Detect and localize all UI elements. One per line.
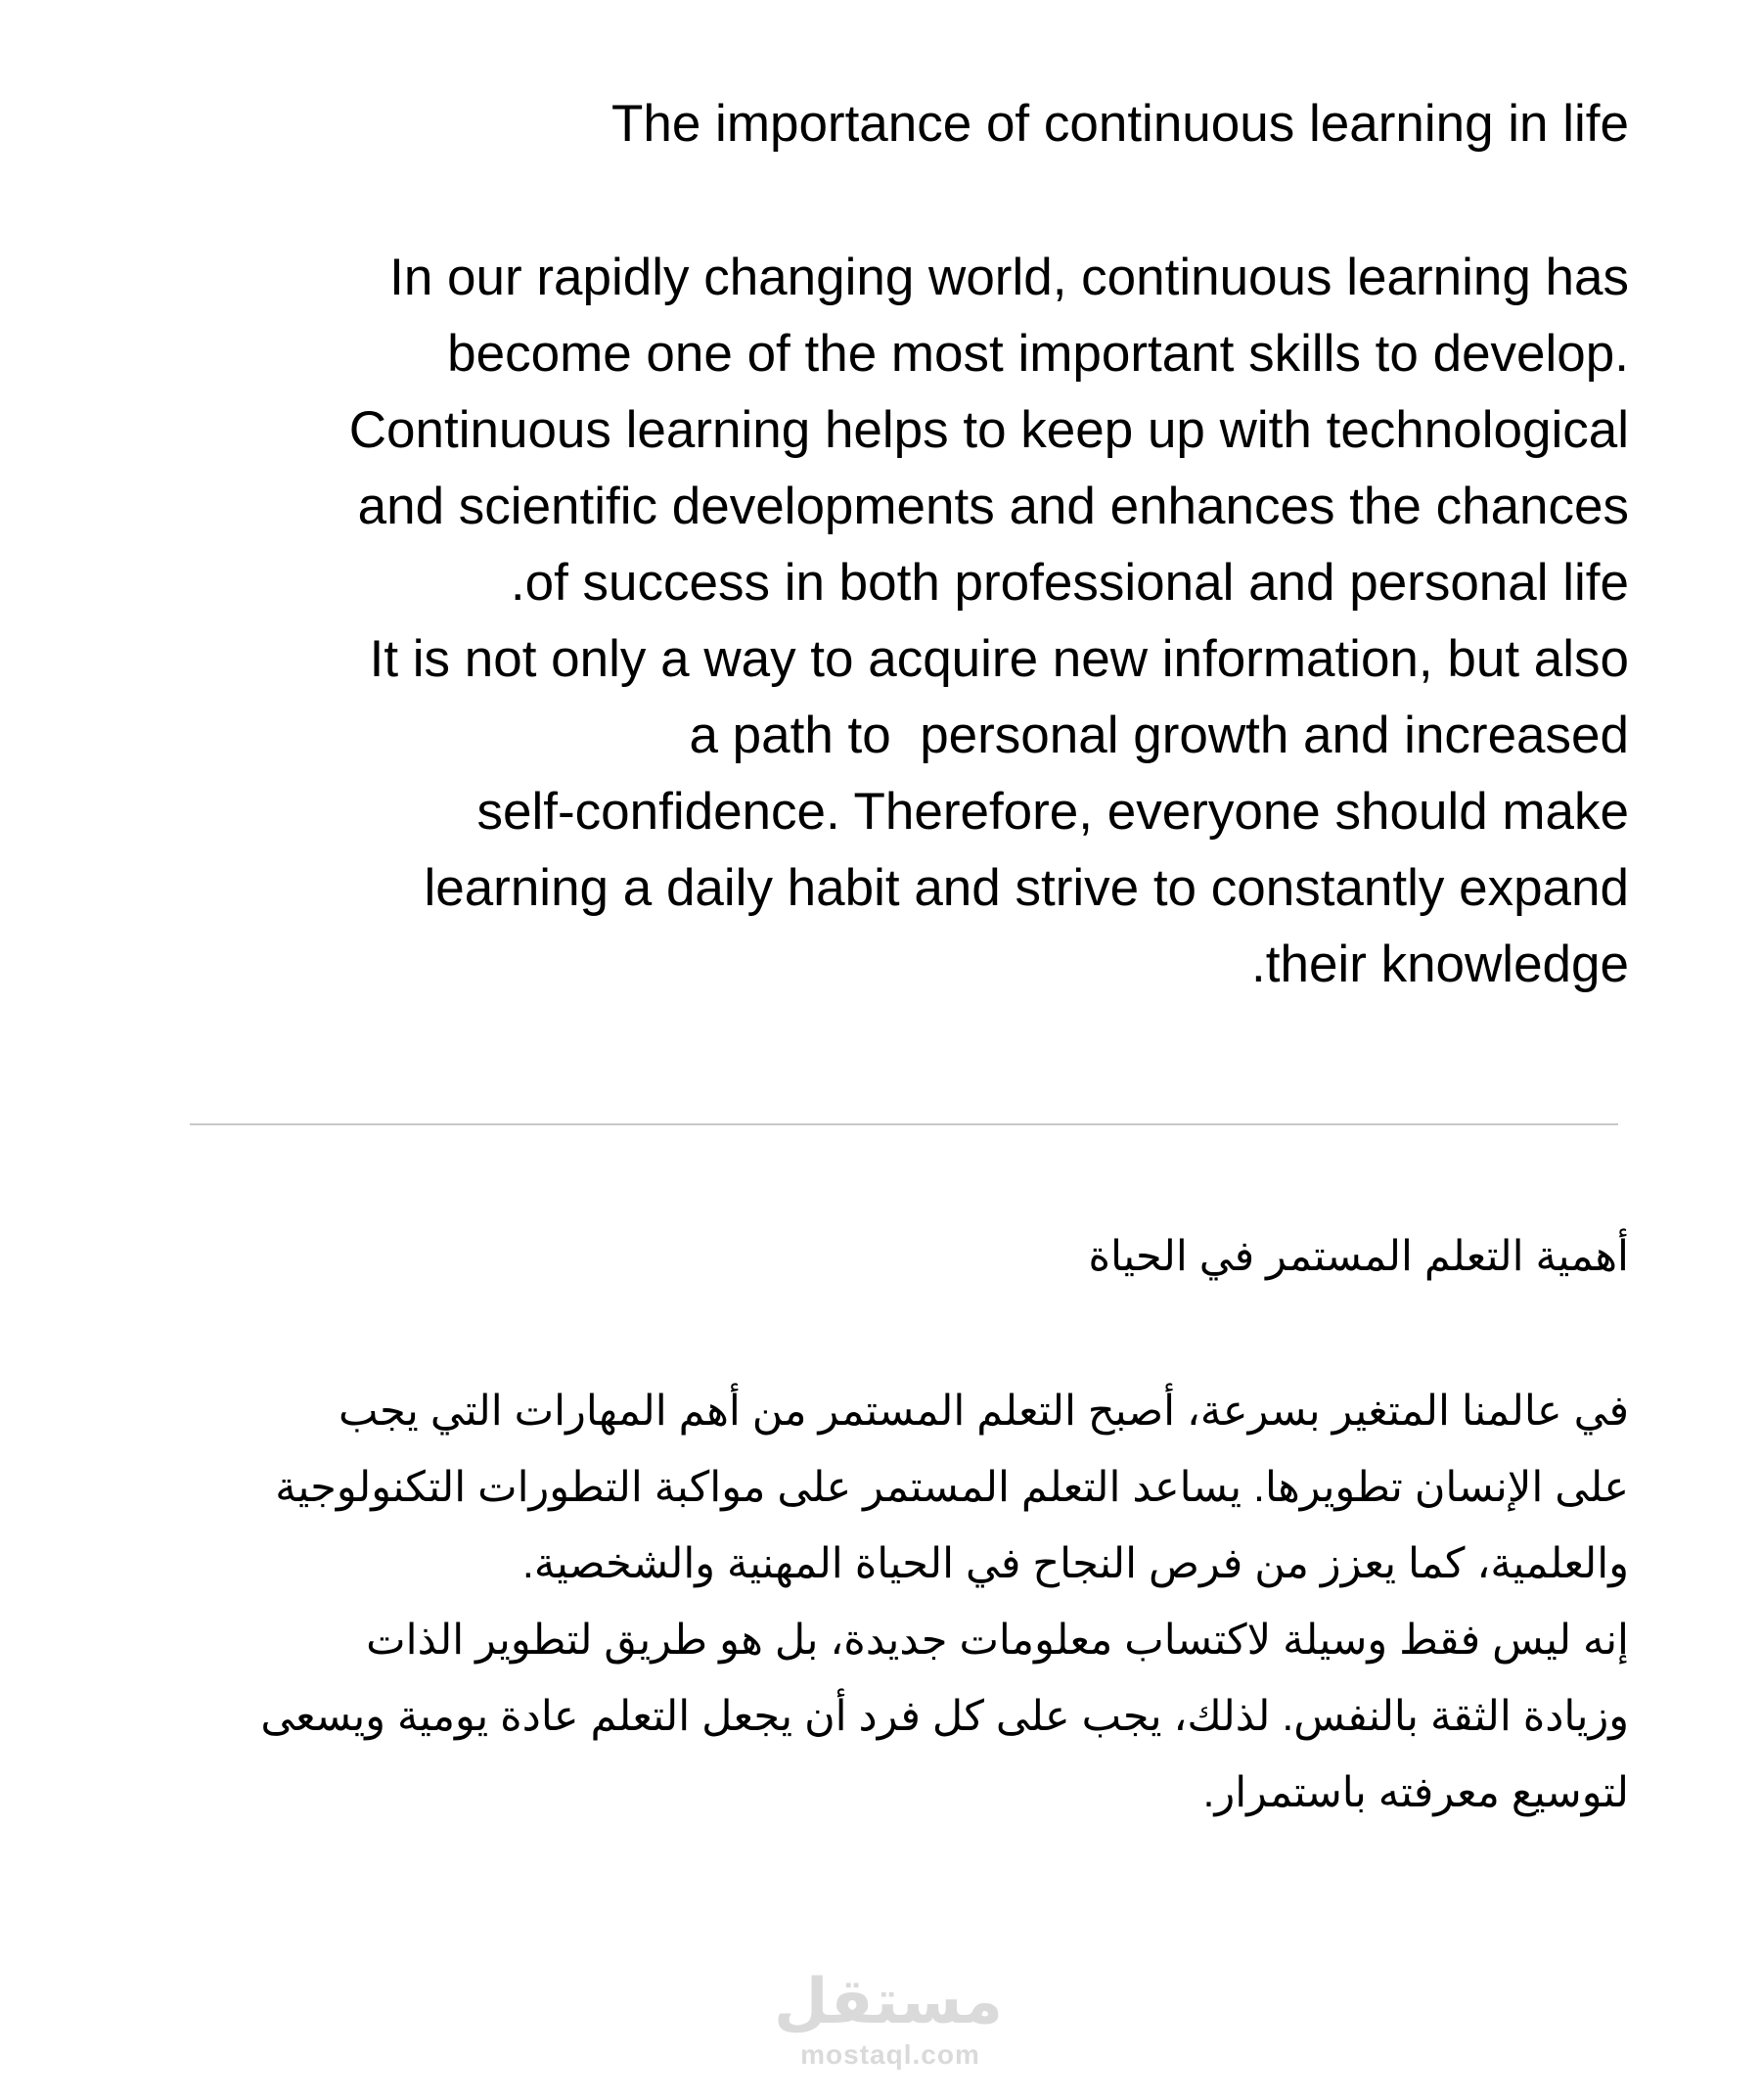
arabic-paragraph-line: إنه ليس فقط وسيلة لاكتساب معلومات جديدة، بل هو طريق لتطوير الذات [366,1617,1629,1664]
english-paragraph-line: It is not only a way to acquire new information, but also [369,630,1629,688]
english-paragraph-line: a path to personal growth and increased [689,707,1629,764]
english-paragraph-line: .of success in both professional and personal life [510,554,1629,612]
mostaql-watermark [773,1965,1003,2071]
english-paragraph-line: Continuous learning helps to keep up with technological [348,401,1629,459]
english-paragraph-line: self-confidence. Therefore, everyone should make [476,783,1629,841]
watermark-logo-url: mostaql.com [800,2039,980,2070]
arabic-title: أهمية التعلم المستمر في الحياة [1088,1233,1629,1280]
arabic-paragraph-line: لتوسيع معرفته باستمرار. [1202,1769,1629,1816]
arabic-paragraph-line: على الإنسان تطويرها. يساعد التعلم المستمر على مواكبة التطورات التكنولوجية [275,1464,1629,1511]
english-paragraph-line: .their knowledge [1251,936,1629,993]
english-paragraph-line: In our rapidly changing world, continuous learning has [389,249,1629,306]
arabic-paragraph-line: وزيادة الثقة بالنفس. لذلك، يجب على كل فرد أن يجعل التعلم عادة يومية ويسعى [260,1693,1629,1740]
english-paragraph-line: become one of the most important skills to develop. [447,325,1629,383]
section-divider [190,1123,1618,1125]
arabic-paragraph-line: في عالمنا المتغير بسرعة، أصبح التعلم المستمر من أهم المهارات التي يجب [338,1388,1629,1435]
english-paragraph-line: learning a daily habit and strive to constantly expand [424,859,1629,917]
english-title: The importance of continuous learning in life [611,95,1629,153]
watermark-logo-arabic: مستقل [773,1966,1003,2038]
english-paragraph-line: and scientific developments and enhances the chances [357,478,1629,535]
arabic-paragraph-line: والعلمية، كما يعزز من فرص النجاح في الحياة المهنية والشخصية. [521,1540,1629,1587]
